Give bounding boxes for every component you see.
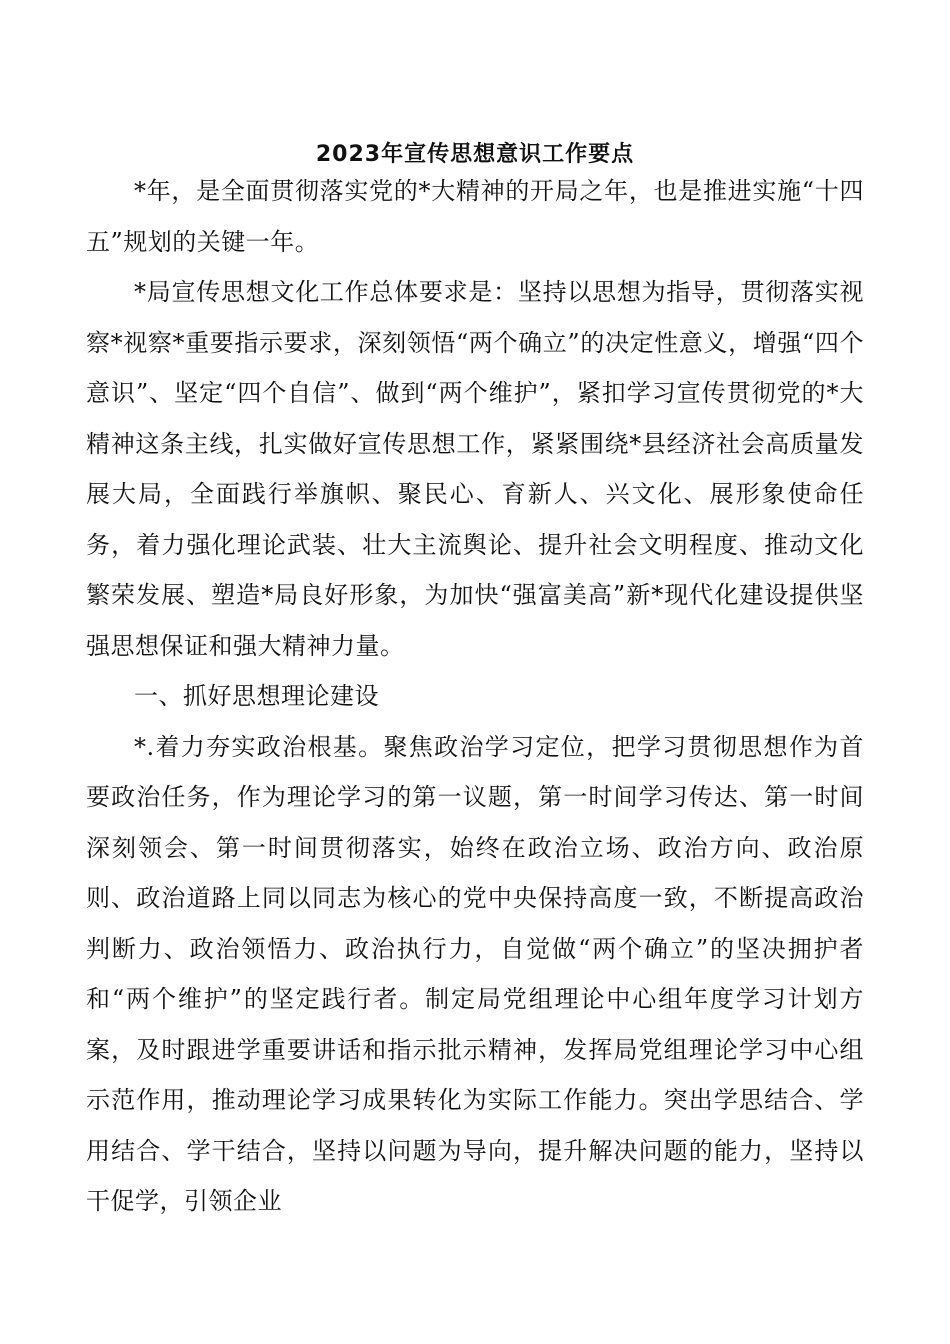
paragraph-political-foundation: *.着力夯实政治根基。聚焦政治学习定位，把学习贯彻思想作为首要政治任务，作为理论学习的第一议题，第一时间学习传达、第一时间深刻领会、第一时间贯彻落实，始终在政治立场、政治方向、政治原则、政治道路上同以同志为核心的党中央保持高度一致，不断提高政治判断力、政治领悟力、政治执行力，自觉做“两个确立”的坚决拥护者和“两个维护”的坚定践行者。制定局党组理论中心组年度学习计划方案，及时跟进学重要讲话和指示批示精神，发挥局党组理论学习中心组示范作用，推动理论学习成果转化为实际工作能力。突出学思结合、学用结合、学干结合，坚持以问题为导向，提升解决问题的能力，坚持以干促学，引领企业 (86, 732, 864, 1215)
paragraph-intro: *年，是全面贯彻落实党的*大精神的开局之年，也是推进实施“十四五”规划的关键一年。 (86, 177, 864, 256)
document-body (86, 166, 864, 1227)
document-title: 2023年宣传思想意识工作要点 (315, 142, 635, 167)
section-heading-1: 一、抓好思想理论建设 (134, 682, 379, 710)
paragraph-overall-requirements: *局宣传思想文化工作总体要求是：坚持以思想为指导，贯彻落实视察*视察*重要指示要求，深刻领悟“两个确立”的决定性意义，增强“四个意识”、坚定“四个自信”、做到“两个维护”，紧扣学习宣传贯彻党的*大精神这条主线，扎实做好宣传思想工作，紧紧围绕*县经济社会高质量发展大局，全面践行举旗帜、聚民心、育新人、兴文化、展形象使命任务，着力强化理论武装、壮大主流舆论、提升社会文明程度、推动文化繁荣发展、塑造*局良好形象，为加快“强富美高”新*现代化建设提供坚强思想保证和强大精神力量。 (86, 278, 864, 660)
